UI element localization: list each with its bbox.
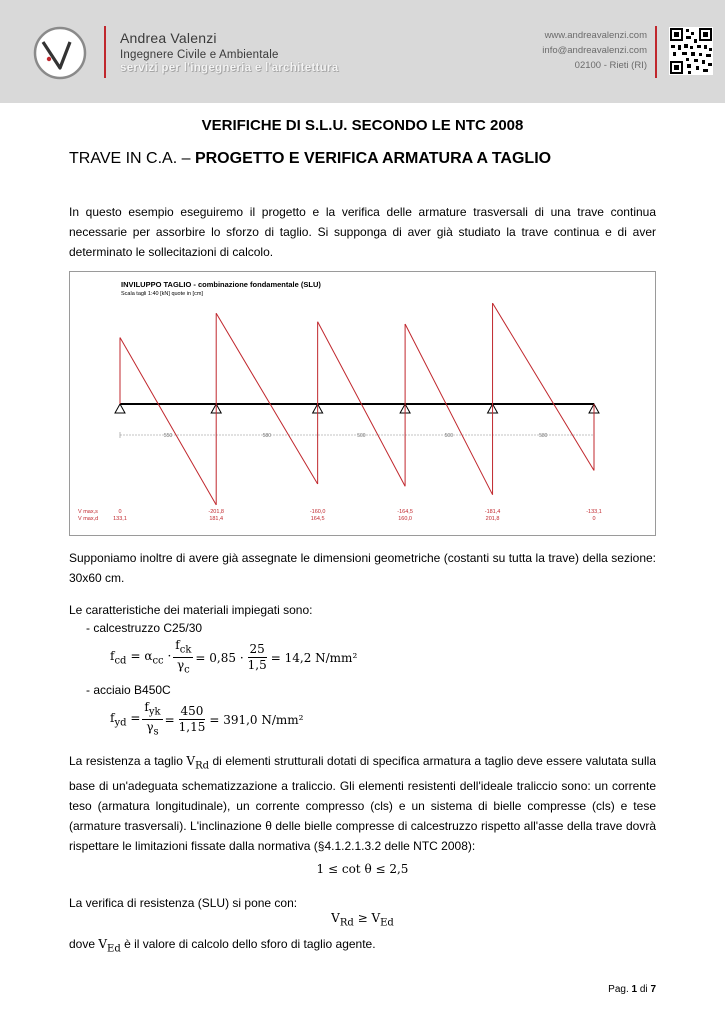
brand-name: Andrea Valenzi — [120, 30, 217, 46]
intro-paragraph: In questo esempio eseguiremo il progetto e la verifica delle armature trasversali di una trave continua necessarie per assorbire lo sforzo di taglio. Si supponga di aver già studiato la trave continua e di aver determinato le sollecitazioni di calcolo. — [69, 205, 656, 259]
span-label-5: 580 — [539, 433, 548, 439]
verification-formula: $V_{Rd} \ge V_{Ed}$ — [331, 911, 394, 929]
fcd-fraction-2: $\frac{25}{1,5}$ — [247, 642, 267, 673]
contact-block — [542, 28, 647, 73]
verification-paragraph: La verifica di resistenza (SLU) si pone con: — [69, 896, 298, 910]
materials-paragraph: Le caratteristiche dei materiali impiegati sono: — [69, 603, 313, 617]
section-title-bold: PROGETTO E VERIFICA ARMATURA A TAGLIO — [194, 150, 552, 167]
series-2-value-1: 133,1 — [113, 516, 127, 522]
series-1-value-2: -201,8 — [208, 509, 225, 515]
series-2-value-2: 181,4 — [209, 516, 224, 522]
span-label-1: 550 — [163, 433, 173, 439]
section-paragraph: Supponiamo inoltre di avere già assegnate le dimensioni geometriche (costanti su tutta la trave) della sezione: 30x60 cm. — [69, 551, 656, 585]
header-divider-right — [655, 26, 657, 78]
definition-paragraph: dove $V_{Ed}$ è il valore di calcolo dello sforo di taglio agente. — [69, 937, 376, 955]
shear-span-5 — [493, 303, 594, 470]
fcd-lhs: $f_{cd}$ — [110, 649, 127, 667]
fyd-fraction-1: $\frac{f_{yk}}{\gamma_s}$ — [144, 700, 161, 738]
email-link[interactable]: info@andreavalenzi.com — [542, 45, 647, 56]
header-divider — [104, 26, 106, 78]
fcd-formula: $f_{cd}$ = $\alpha_{cc}$ · $\frac{f_{ck}}{\gamma_c}$ = 0,85 · $\frac{25}{1,5}$ = 14,2 N/mm² — [110, 638, 358, 676]
page-title: VERIFICHE DI S.L.U. SECONDO LE NTC 2008 — [201, 117, 524, 134]
brand-logo-icon — [33, 26, 87, 80]
span-label-2: 580 — [262, 433, 272, 439]
fcd-fraction-1: $\frac{f_{ck}}{\gamma_c}$ — [175, 638, 192, 676]
fyd-formula: $f_{yd}$ = $\frac{f_{yk}}{\gamma_s}$ = $\frac{450}{1,15}$ = 391,0 N/mm² — [110, 700, 304, 738]
series-2-value-4: 160,0 — [398, 516, 412, 522]
brand-tagline: servizi per l'ingegneria e l'architettura — [120, 62, 339, 74]
series-1-value-1: 0 — [118, 509, 122, 515]
section-title-regular: TRAVE IN C.A. – — [69, 150, 195, 167]
series-label-1: V max,s — [78, 509, 98, 515]
truss-paragraph: La resistenza a taglio $V_{Rd}$ di elementi strutturali dotati di specifica armatura a taglio deve essere valutata sulla base di un'adeguata schematizzazione a traliccio. Gli elementi resistenti dell'ideale traliccio sono: un corrente teso (armatura longitudinale), un corrente compresso (cls) e un sistema di bielle compresse (cls) e tese (armature trasversali). L'inclinazione θ delle bielle compresse di calcestruzzo rispetto all'asse della trave dovrà rispettare le limitazioni fissate dalla normativa (§4.1.2.1.3.2 delle NTC 2008): — [69, 754, 656, 854]
shear-span-4 — [405, 324, 492, 495]
shear-envelope-chart — [69, 271, 656, 536]
series-2-value-5: 201,8 — [485, 516, 500, 522]
shear-span-1 — [120, 337, 216, 504]
cot-formula: 1 ≤ cot θ ≤ 2,5 — [316, 862, 409, 876]
series-2-value-3: 164,5 — [310, 516, 325, 522]
span-label-4: 500 — [444, 433, 453, 439]
series-1-value-5: -181,4 — [484, 509, 501, 515]
series-2-value-6: 0 — [592, 516, 596, 522]
chart-marks — [78, 303, 602, 522]
chart-svg — [70, 272, 655, 535]
series-1-value-3: -160,0 — [309, 509, 326, 515]
section-title — [69, 150, 551, 168]
website-link[interactable]: www.andreavalenzi.com — [544, 30, 647, 41]
address-text: 02100 - Rieti (RI) — [574, 60, 647, 71]
brand-role: Ingegnere Civile e Ambientale — [120, 49, 279, 61]
span-label-3: 500 — [357, 433, 366, 439]
series-1-value-4: -164,5 — [397, 509, 413, 515]
steel-label: - acciaio B450C — [86, 683, 171, 697]
brand-block — [120, 30, 338, 74]
page-header — [0, 0, 725, 103]
support-1 — [115, 404, 125, 413]
fyd-fraction-2: $\frac{450}{1,15}$ — [178, 704, 206, 735]
concrete-label: - calcestruzzo C25/30 — [86, 621, 203, 635]
qr-code-icon — [669, 27, 713, 75]
series-1-value-6: -133,1 — [586, 509, 602, 515]
chart-subtitle: Scala tagli 1:40 [kN] quote in [cm] — [121, 291, 203, 297]
shear-span-2 — [216, 313, 317, 484]
chart-title: INVILUPPO TAGLIO - combinazione fondamentale (SLU) — [121, 280, 321, 289]
page-number: Pag. 1 di 7 — [608, 984, 656, 995]
series-label-2: V max,d — [78, 516, 99, 522]
